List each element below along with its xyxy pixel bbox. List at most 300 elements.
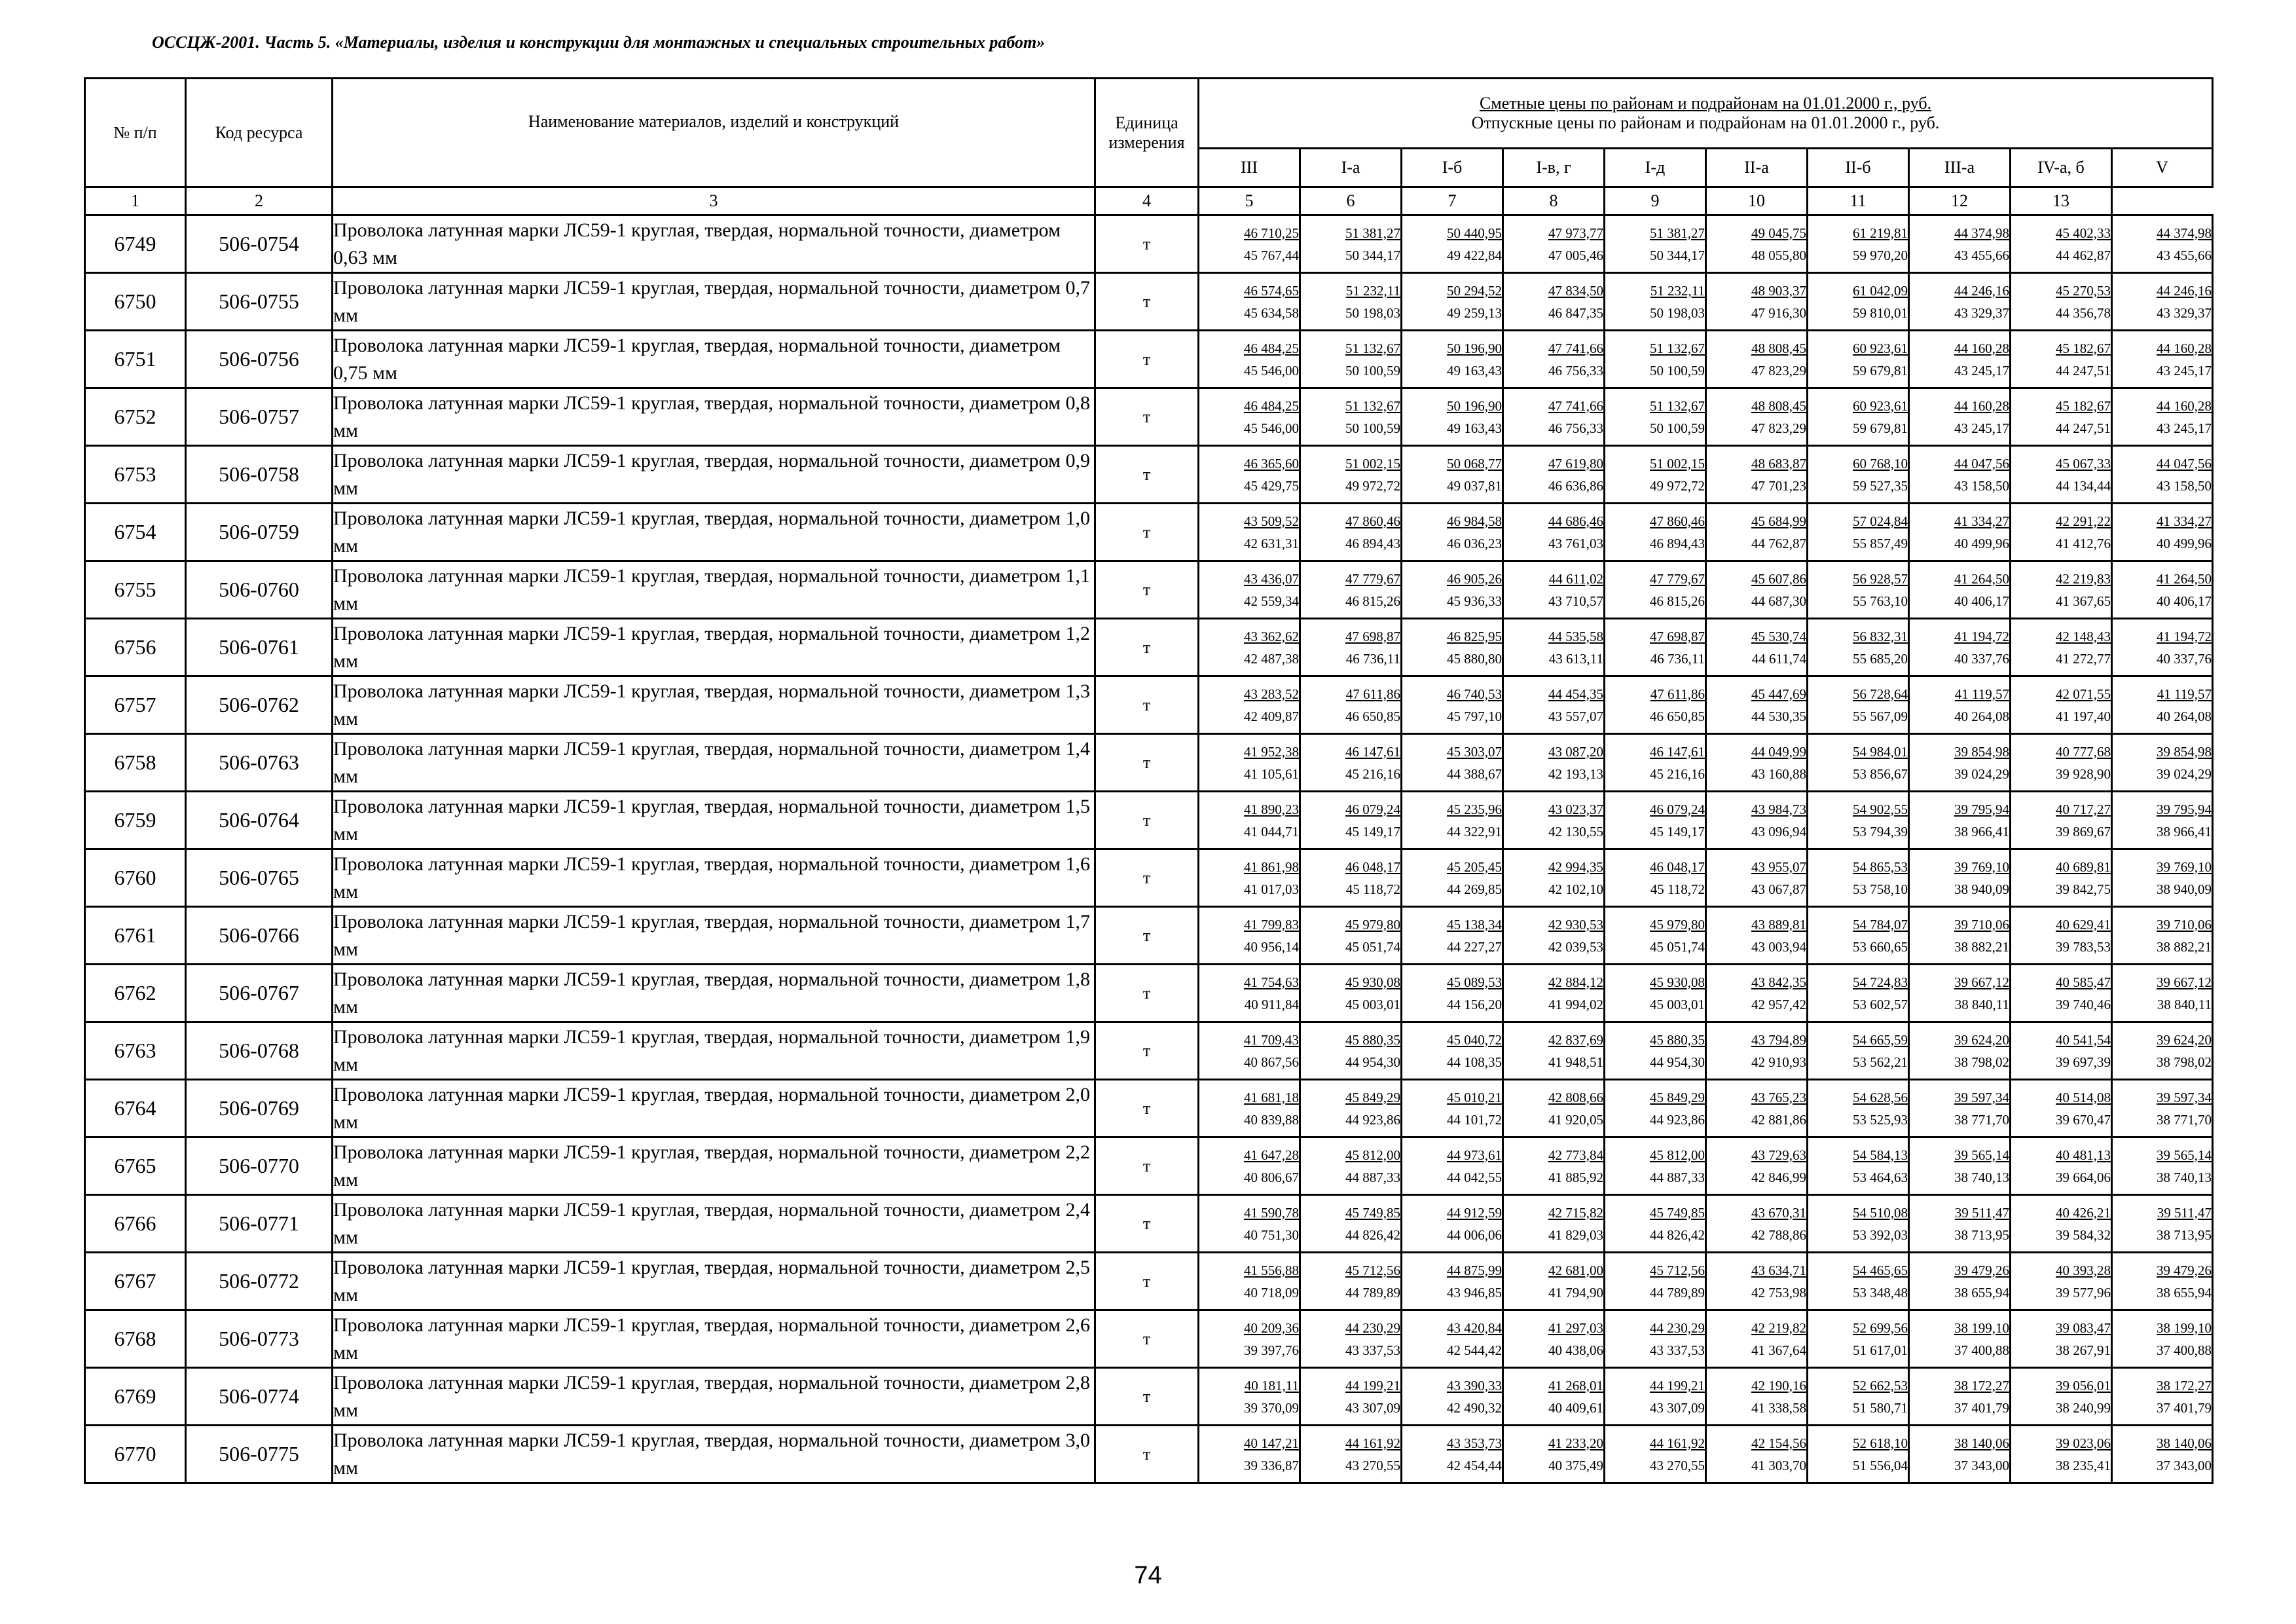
estimated-price: 43 842,35: [1751, 974, 1806, 990]
estimated-price: 41 754,63: [1244, 974, 1299, 990]
release-price: 39 370,09: [1244, 1399, 1299, 1416]
release-price: 46 894,43: [1345, 535, 1400, 551]
price-cell: [1402, 1022, 1503, 1080]
price-cell: [1706, 1426, 1808, 1483]
estimated-price: 42 148,43: [2056, 628, 2111, 644]
price-cell: [2112, 965, 2213, 1022]
price-cell: [1402, 619, 1503, 676]
price-cell: [1300, 215, 1402, 273]
estimated-price: 39 710,06: [1954, 916, 2009, 932]
estimated-price: 54 584,13: [1853, 1147, 1908, 1163]
release-price: 44 388,67: [1447, 766, 1502, 782]
estimated-price: 48 683,87: [1751, 455, 1806, 471]
estimated-price: 44 160,28: [1954, 340, 2009, 356]
estimated-price: 39 854,98: [2157, 743, 2212, 760]
price-cell: [1706, 676, 1808, 734]
unit-of-measure: т: [1095, 619, 1199, 676]
header-column-number: 4: [1095, 187, 1199, 215]
estimated-price: 40 514,08: [2056, 1089, 2111, 1105]
release-price: 37 400,88: [1954, 1342, 2009, 1358]
price-cell: [1808, 1195, 1909, 1253]
price-cell: [1808, 1080, 1909, 1137]
price-cell: [1909, 273, 2011, 331]
release-price: 45 003,01: [1345, 996, 1400, 1012]
estimated-price: 40 481,13: [2056, 1147, 2111, 1163]
release-price: 50 198,03: [1345, 304, 1400, 321]
price-cell: [1706, 1310, 1808, 1368]
estimated-price: 41 268,01: [1548, 1377, 1603, 1393]
price-cell: [1706, 388, 1808, 446]
release-price: 46 736,11: [1345, 650, 1400, 667]
release-price: 59 679,81: [1853, 420, 1908, 436]
release-price: 42 631,31: [1244, 535, 1299, 551]
material-name: Проволока латунная марки ЛС59-1 круглая, твердая, нормальной точности, диаметром 1,3 мм: [333, 676, 1095, 734]
price-cell: [1706, 561, 1808, 619]
estimated-price: 47 779,67: [1345, 570, 1400, 587]
release-price: 43 329,37: [2157, 304, 2212, 321]
price-cell: [1503, 849, 1605, 907]
release-price: 41 338,58: [1751, 1399, 1806, 1416]
release-price: 46 036,23: [1447, 535, 1502, 551]
price-cell: [2112, 734, 2213, 792]
price-cell: [1300, 907, 1402, 965]
estimated-price: 45 749,85: [1650, 1204, 1705, 1221]
estimated-price: 44 230,29: [1650, 1320, 1705, 1336]
estimated-price: 46 484,25: [1244, 340, 1299, 356]
estimated-price: 51 232,11: [1650, 282, 1705, 299]
price-cell: [1199, 1195, 1300, 1253]
release-price: 53 856,67: [1853, 766, 1908, 782]
price-cell: [2011, 446, 2112, 504]
estimated-price: 47 973,77: [1548, 225, 1603, 241]
unit-of-measure: т: [1095, 504, 1199, 561]
price-cell: [2112, 1022, 2213, 1080]
estimated-price: 47 619,80: [1548, 455, 1603, 471]
estimated-price: 40 777,68: [2056, 743, 2111, 760]
release-price: 37 400,88: [2157, 1342, 2212, 1358]
estimated-price: 40 147,21: [1244, 1435, 1299, 1451]
release-price: 38 235,41: [2056, 1457, 2111, 1473]
release-price: 37 343,00: [1954, 1457, 2009, 1473]
price-cell: [1300, 1426, 1402, 1483]
release-price: 41 794,90: [1548, 1284, 1603, 1301]
table-row: [85, 1368, 2213, 1426]
resource-code: 506-0758: [186, 446, 333, 504]
table-row: [85, 273, 2213, 331]
header-region: I-а: [1300, 149, 1402, 187]
unit-of-measure: т: [1095, 215, 1199, 273]
release-price: 42 487,38: [1244, 650, 1299, 667]
release-price: 42 910,93: [1751, 1054, 1806, 1070]
release-price: 43 329,37: [1954, 304, 2009, 321]
material-name: Проволока латунная марки ЛС59-1 круглая, твердая, нормальной точности, диаметром 1,2 мм: [333, 619, 1095, 676]
estimated-price: 51 381,27: [1650, 225, 1705, 241]
release-price: 45 149,17: [1345, 823, 1400, 840]
estimated-price: 60 923,61: [1853, 397, 1908, 414]
price-cell: [1605, 388, 1706, 446]
estimated-price: 39 056,01: [2056, 1377, 2111, 1393]
estimated-price: 40 541,54: [2056, 1031, 2111, 1048]
table-row: [85, 1426, 2213, 1483]
estimated-price: 38 172,27: [1954, 1377, 2009, 1393]
estimated-price: 61 042,09: [1853, 282, 1908, 299]
header-region: IV-а, б: [2011, 149, 2112, 187]
price-cell: [1402, 273, 1503, 331]
row-number: 6770: [85, 1426, 186, 1483]
release-price: 44 826,42: [1650, 1227, 1705, 1243]
header-column-number: 7: [1402, 187, 1503, 215]
price-cell: [1605, 1022, 1706, 1080]
release-price: 40 911,84: [1244, 996, 1299, 1012]
header-prices: [1199, 79, 2213, 149]
estimated-price: 40 181,11: [1244, 1377, 1299, 1393]
estimated-price: 42 219,82: [1751, 1320, 1806, 1336]
estimated-price: 45 235,96: [1447, 801, 1502, 817]
release-price: 43 557,07: [1548, 708, 1603, 724]
estimated-price: 56 728,64: [1853, 686, 1908, 702]
material-name: Проволока латунная марки ЛС59-1 круглая, твердая, нормальной точности, диаметром 1,9 мм: [333, 1022, 1095, 1080]
estimated-price: 54 902,55: [1853, 801, 1908, 817]
estimated-price: 42 715,82: [1548, 1204, 1603, 1221]
price-cell: [1605, 1080, 1706, 1137]
release-price: 43 245,17: [2157, 420, 2212, 436]
row-number: 6759: [85, 792, 186, 849]
price-cell: [1909, 561, 2011, 619]
release-price: 44 134,44: [2056, 477, 2111, 494]
price-cell: [2011, 965, 2112, 1022]
release-price: 49 972,72: [1650, 477, 1705, 494]
release-price: 44 954,30: [1345, 1054, 1400, 1070]
estimated-price: 54 865,53: [1853, 858, 1908, 875]
price-cell: [1909, 388, 2011, 446]
estimated-price: 45 979,80: [1650, 916, 1705, 932]
resource-code: 506-0771: [186, 1195, 333, 1253]
release-price: 42 788,86: [1751, 1227, 1806, 1243]
price-cell: [1909, 792, 2011, 849]
header-num: № п/п: [85, 79, 186, 187]
price-cell: [2011, 1080, 2112, 1137]
price-cell: [1909, 1080, 2011, 1137]
release-price: 39 336,87: [1244, 1457, 1299, 1473]
release-price: 38 798,02: [1954, 1054, 2009, 1070]
release-price: 50 344,17: [1345, 247, 1400, 263]
price-cell: [1402, 1137, 1503, 1195]
resource-code: 506-0766: [186, 907, 333, 965]
material-name: Проволока латунная марки ЛС59-1 круглая, твердая, нормальной точности, диаметром 1,5 мм: [333, 792, 1095, 849]
price-cell: [1808, 446, 1909, 504]
estimated-price: 51 002,15: [1345, 455, 1400, 471]
estimated-price: 47 860,46: [1650, 513, 1705, 529]
price-cell: [1808, 676, 1909, 734]
estimated-price: 45 270,53: [2056, 282, 2111, 299]
price-cell: [1199, 1310, 1300, 1368]
estimated-price: 43 509,52: [1244, 513, 1299, 529]
material-name: Проволока латунная марки ЛС59-1 круглая, твердая, нормальной точности, диаметром 2,5 мм: [333, 1253, 1095, 1310]
release-price: 40 264,08: [2157, 708, 2212, 724]
table-row: [85, 446, 2213, 504]
material-name: Проволока латунная марки ЛС59-1 круглая, твердая, нормальной точности, диаметром 2,0 мм: [333, 1080, 1095, 1137]
price-cell: [1300, 561, 1402, 619]
release-price: 55 763,10: [1853, 593, 1908, 609]
price-cell: [2011, 734, 2112, 792]
estimated-price: 47 834,50: [1548, 282, 1603, 299]
price-cell: [1402, 215, 1503, 273]
release-price: 42 753,98: [1751, 1284, 1806, 1301]
release-price: 49 259,13: [1447, 304, 1502, 321]
estimated-price: 46 048,17: [1345, 858, 1400, 875]
price-cell: [1605, 504, 1706, 561]
price-cell: [2011, 1022, 2112, 1080]
material-name: Проволока латунная марки ЛС59-1 круглая, твердая, нормальной точности, диаметром 1,0 мм: [333, 504, 1095, 561]
estimated-price: 46 740,53: [1447, 686, 1502, 702]
material-name: Проволока латунная марки ЛС59-1 круглая, твердая, нормальной точности, диаметром 2,6 мм: [333, 1310, 1095, 1368]
estimated-price: 44 049,99: [1751, 743, 1806, 760]
release-price: 41 044,71: [1244, 823, 1299, 840]
estimated-price: 40 689,81: [2056, 858, 2111, 875]
material-name: Проволока латунная марки ЛС59-1 круглая, твердая, нормальной точности, диаметром 1,4 мм: [333, 734, 1095, 792]
unit-of-measure: т: [1095, 1253, 1199, 1310]
header-column-number: 1: [85, 187, 186, 215]
price-cell: [1402, 792, 1503, 849]
row-number: 6750: [85, 273, 186, 331]
table-row: [85, 676, 2213, 734]
price-cell: [2011, 849, 2112, 907]
price-cell: [2112, 1426, 2213, 1483]
price-cell: [2112, 1080, 2213, 1137]
release-price: 39 670,47: [2056, 1111, 2111, 1128]
estimated-price: 39 667,12: [1954, 974, 2009, 990]
price-cell: [1909, 1310, 2011, 1368]
estimated-price: 61 219,81: [1853, 225, 1908, 241]
release-price: 53 392,03: [1853, 1227, 1908, 1243]
estimated-price: 39 769,10: [2157, 858, 2212, 875]
price-cell: [2011, 504, 2112, 561]
table-row: [85, 215, 2213, 273]
price-cell: [1503, 273, 1605, 331]
estimated-price: 51 002,15: [1650, 455, 1705, 471]
release-price: 38 882,21: [2157, 938, 2212, 955]
estimated-price: 42 994,35: [1548, 858, 1603, 875]
estimated-price: 54 628,56: [1853, 1089, 1908, 1105]
estimated-price: 44 912,59: [1447, 1204, 1502, 1221]
price-cell: [2112, 446, 2213, 504]
release-price: 43 245,17: [1954, 420, 2009, 436]
price-cell: [2011, 792, 2112, 849]
estimated-price: 44 686,46: [1548, 513, 1603, 529]
estimated-price: 41 334,27: [1954, 513, 2009, 529]
estimated-price: 43 955,07: [1751, 858, 1806, 875]
estimated-price: 47 860,46: [1345, 513, 1400, 529]
release-price: 59 970,20: [1853, 247, 1908, 263]
estimated-price: 47 698,87: [1345, 628, 1400, 644]
price-cell: [1503, 792, 1605, 849]
estimated-price: 47 779,67: [1650, 570, 1705, 587]
resource-code: 506-0770: [186, 1137, 333, 1195]
price-cell: [2112, 388, 2213, 446]
price-cell: [1199, 676, 1300, 734]
price-cell: [2112, 273, 2213, 331]
estimated-price: 51 132,67: [1650, 340, 1705, 356]
price-cell: [1605, 792, 1706, 849]
release-price: 44 954,30: [1650, 1054, 1705, 1070]
estimated-price: 45 530,74: [1751, 628, 1806, 644]
material-name: Проволока латунная марки ЛС59-1 круглая, твердая, нормальной точности, диаметром 2,8 мм: [333, 1368, 1095, 1426]
resource-code: 506-0765: [186, 849, 333, 907]
release-price: 39 842,75: [2056, 881, 2111, 897]
price-cell: [2112, 1253, 2213, 1310]
estimated-price: 45 138,34: [1447, 916, 1502, 932]
release-price: 43 946,85: [1447, 1284, 1502, 1301]
estimated-price: 39 597,34: [2157, 1089, 2212, 1105]
release-price: 43 613,11: [1548, 650, 1603, 667]
release-price: 43 710,57: [1548, 593, 1603, 609]
price-cell: [2011, 1426, 2112, 1483]
release-price: 45 051,74: [1650, 938, 1705, 955]
unit-of-measure: т: [1095, 792, 1199, 849]
release-price: 41 017,03: [1244, 881, 1299, 897]
release-price: 37 401,79: [1954, 1399, 2009, 1416]
release-price: 49 037,81: [1447, 477, 1502, 494]
release-price: 38 240,99: [2056, 1399, 2111, 1416]
release-price: 40 839,88: [1244, 1111, 1299, 1128]
estimated-price: 44 160,28: [2157, 340, 2212, 356]
estimated-price: 38 199,10: [1954, 1320, 2009, 1336]
row-number: 6764: [85, 1080, 186, 1137]
price-cell: [1402, 1195, 1503, 1253]
release-price: 59 527,35: [1853, 477, 1908, 494]
estimated-price: 40 585,47: [2056, 974, 2111, 990]
material-name: Проволока латунная марки ЛС59-1 круглая, твердая, нормальной точности, диаметром 0,63 мм: [333, 215, 1095, 273]
release-price: 45 051,74: [1345, 938, 1400, 955]
estimated-price: 43 362,62: [1244, 628, 1299, 644]
estimated-price: 41 264,50: [1954, 570, 2009, 587]
estimated-price: 41 590,78: [1244, 1204, 1299, 1221]
release-price: 40 751,30: [1244, 1227, 1299, 1243]
price-cell: [1706, 504, 1808, 561]
release-price: 47 005,46: [1548, 247, 1603, 263]
release-price: 45 797,10: [1447, 708, 1502, 724]
estimated-price: 45 812,00: [1345, 1147, 1400, 1163]
page-number: 74: [1134, 1562, 1162, 1589]
price-cell: [1402, 446, 1503, 504]
column-number-row: [85, 187, 2213, 215]
release-price: 45 429,75: [1244, 477, 1299, 494]
resource-code: 506-0774: [186, 1368, 333, 1426]
header-column-number: 9: [1605, 187, 1706, 215]
estimated-price: 43 390,33: [1447, 1377, 1502, 1393]
price-cell: [1199, 273, 1300, 331]
release-price: 38 882,21: [1954, 938, 2009, 955]
release-price: 42 846,99: [1751, 1169, 1806, 1185]
release-price: 51 617,01: [1853, 1342, 1908, 1358]
release-price: 42 193,13: [1548, 766, 1603, 782]
estimated-price: 44 454,35: [1548, 686, 1603, 702]
release-price: 41 829,03: [1548, 1227, 1603, 1243]
price-cell: [1909, 1253, 2011, 1310]
price-cell: [1909, 215, 2011, 273]
estimated-price: 41 681,18: [1244, 1089, 1299, 1105]
price-cell: [1199, 907, 1300, 965]
price-cell: [1402, 734, 1503, 792]
estimated-price: 44 161,92: [1345, 1435, 1400, 1451]
estimated-price: 54 465,65: [1853, 1262, 1908, 1278]
header-column-number: 6: [1300, 187, 1402, 215]
price-cell: [1503, 965, 1605, 1022]
estimated-price: 43 729,63: [1751, 1147, 1806, 1163]
price-cell: [1199, 1080, 1300, 1137]
release-price: 42 544,42: [1447, 1342, 1502, 1358]
release-price: 38 771,70: [2157, 1111, 2212, 1128]
price-cell: [1503, 1080, 1605, 1137]
release-price: 38 740,13: [1954, 1169, 2009, 1185]
release-price: 44 006,06: [1447, 1227, 1502, 1243]
unit-of-measure: т: [1095, 1137, 1199, 1195]
estimated-price: 43 353,73: [1447, 1435, 1502, 1451]
row-number: 6762: [85, 965, 186, 1022]
price-cell: [1706, 849, 1808, 907]
price-cell: [1909, 1022, 2011, 1080]
estimated-price: 41 890,23: [1244, 801, 1299, 817]
price-cell: [1300, 1310, 1402, 1368]
price-cell: [2112, 1195, 2213, 1253]
release-price: 42 130,55: [1548, 823, 1603, 840]
price-rows: [85, 215, 2213, 1483]
price-cell: [2112, 1310, 2213, 1368]
material-name: Проволока латунная марки ЛС59-1 круглая, твердая, нормальной точности, диаметром 0,75 мм: [333, 331, 1095, 388]
price-cell: [1503, 561, 1605, 619]
price-cell: [2112, 849, 2213, 907]
release-price: 42 490,32: [1447, 1399, 1502, 1416]
release-price: 38 940,09: [2157, 881, 2212, 897]
price-cell: [1199, 446, 1300, 504]
price-cell: [1199, 1253, 1300, 1310]
price-cell: [1402, 1253, 1503, 1310]
price-cell: [1199, 792, 1300, 849]
estimated-price: 38 199,10: [2157, 1320, 2212, 1336]
estimated-price: 56 832,31: [1853, 628, 1908, 644]
release-price: 45 003,01: [1650, 996, 1705, 1012]
price-cell: [1402, 561, 1503, 619]
table-row: [85, 849, 2213, 907]
release-price: 39 928,90: [2056, 766, 2111, 782]
price-cell: [1199, 1426, 1300, 1483]
material-name: Проволока латунная марки ЛС59-1 круглая, твердая, нормальной точности, диаметром 0,9 мм: [333, 446, 1095, 504]
price-cell: [1199, 1022, 1300, 1080]
price-cell: [1503, 215, 1605, 273]
unit-of-measure: т: [1095, 849, 1199, 907]
estimated-price: 44 374,98: [2157, 225, 2212, 241]
price-cell: [1503, 1426, 1605, 1483]
release-price: 45 880,80: [1447, 650, 1502, 667]
price-cell: [1199, 734, 1300, 792]
resource-code: 506-0768: [186, 1022, 333, 1080]
table-row: [85, 1310, 2213, 1368]
release-price: 46 636,86: [1548, 477, 1603, 494]
estimated-price: 39 624,20: [1954, 1031, 2009, 1048]
release-price: 43 270,55: [1345, 1457, 1400, 1473]
estimated-price: 42 190,16: [1751, 1377, 1806, 1393]
release-price: 46 894,43: [1650, 535, 1705, 551]
estimated-price: 44 973,61: [1447, 1147, 1502, 1163]
price-cell: [1402, 1310, 1503, 1368]
estimated-price: 45 712,56: [1650, 1262, 1705, 1278]
release-price: 43 455,66: [1954, 247, 2009, 263]
release-price: 43 455,66: [2157, 247, 2212, 263]
estimated-price: 39 479,26: [2157, 1262, 2212, 1278]
table-row: [85, 1080, 2213, 1137]
release-price: 46 815,26: [1650, 593, 1705, 609]
price-cell: [1503, 619, 1605, 676]
